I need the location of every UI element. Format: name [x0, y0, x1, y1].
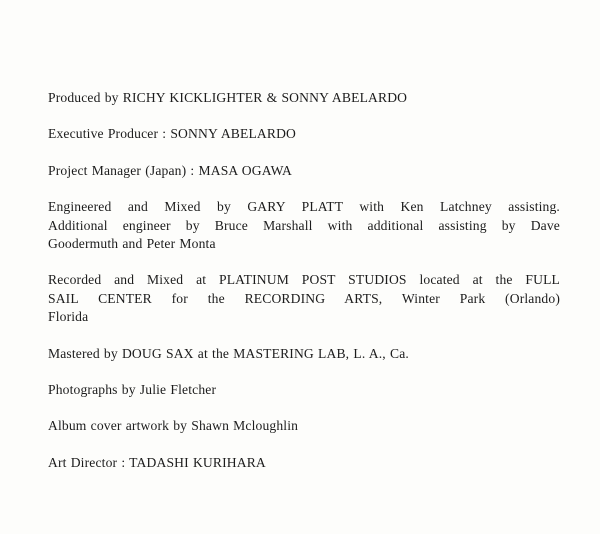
recorded-credit: [48, 271, 570, 326]
produced-credit: [48, 89, 570, 107]
cover-artwork-credit: [48, 417, 570, 435]
produced-text: Produced by RICHY KICKLIGHTER & SONNY ABELARDO: [48, 90, 408, 105]
project-manager-credit: [48, 162, 570, 180]
engineered-line-2: Additional engineer by Bruce Marshall with additional assisting by Dave: [48, 217, 560, 233]
engineered-line-3: Goodermuth and Peter Monta: [48, 236, 216, 252]
photographs-credit: [48, 381, 570, 399]
photographs-text: Photographs by Julie Fletcher: [48, 382, 217, 398]
project-manager-text: Project Manager (Japan) : MASA OGAWA: [48, 162, 293, 178]
recorded-line-2: SAIL CENTER for the RECORDING ARTS, Winter Park (Orlando): [48, 290, 560, 306]
art-director-text: Art Director : TADASHI KURIHARA: [48, 454, 266, 470]
executive-producer-text: Executive Producer : SONNY ABELARDO: [48, 126, 297, 142]
recorded-line-3: Florida: [48, 309, 89, 325]
mastered-credit: [48, 345, 570, 363]
engineered-line-1: Engineered and Mixed by GARY PLATT with Ken Latchney assisting.: [48, 199, 560, 215]
mastered-text: Mastered by DOUG SAX at the MASTERING LAB, L. A., Ca.: [48, 345, 409, 361]
executive-producer-credit: [48, 125, 570, 143]
art-director-credit: [48, 454, 570, 472]
engineered-credit: [48, 198, 570, 253]
cover-artwork-text: Album cover artwork by Shawn Mcloughlin: [48, 418, 299, 434]
recorded-line-1: Recorded and Mixed at PLATINUM POST STUDIOS located at the FULL: [48, 272, 560, 288]
